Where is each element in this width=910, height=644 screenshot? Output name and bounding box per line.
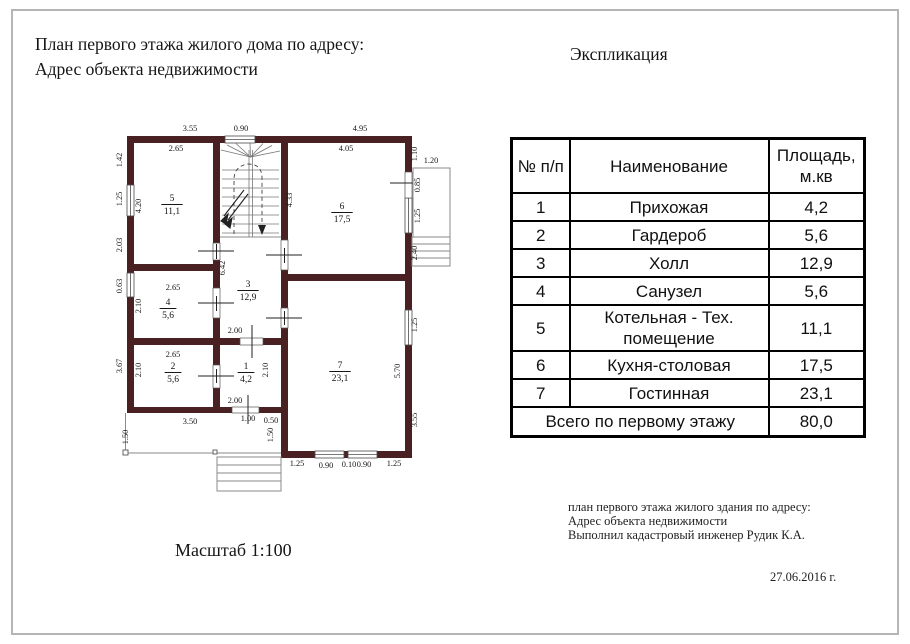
dim-label: 0.85: [413, 177, 422, 193]
dim-label: 1.10: [410, 146, 419, 162]
note-line-1: план первого этажа жилого здания по адресу:: [568, 500, 811, 514]
row-area: 4,2: [769, 193, 865, 221]
dim-label: 2.65: [168, 144, 184, 153]
dim-label: 1.25: [413, 208, 422, 224]
dim-label: 3.55: [410, 412, 419, 428]
title-line-1: План первого этажа жилого дома по адресу:: [35, 34, 365, 54]
dim-label: 4.20: [134, 198, 143, 214]
total-area: 80,0: [769, 407, 865, 437]
room-number: 6: [339, 202, 345, 212]
row-name: Санузел: [570, 277, 769, 305]
dim-label: 1.25: [115, 191, 124, 207]
dim-label: 2.40: [410, 245, 419, 261]
row-name: Гардероб: [570, 221, 769, 249]
dim-label: 1.25: [386, 459, 402, 468]
row-area: 5,6: [769, 277, 865, 305]
room-number: 5: [169, 194, 175, 204]
room-area: 12,9: [239, 293, 257, 303]
dim-label: 2.65: [165, 350, 181, 359]
column-header-num: № п/п: [512, 139, 570, 194]
dim-label: 2.03: [115, 237, 124, 253]
row-name: Котельная - Тех. помещение: [570, 305, 769, 351]
down-arrow: [258, 225, 266, 235]
row-num: 5: [512, 305, 570, 351]
room-number: 4: [165, 298, 171, 308]
dim-label: 2.00: [227, 326, 243, 335]
room-area: 11,1: [163, 207, 181, 217]
stair-winders: [221, 144, 280, 158]
room-area: 17,5: [333, 215, 351, 225]
total-row: [512, 407, 865, 437]
row-num: 3: [512, 249, 570, 277]
room-area: 4,2: [240, 375, 252, 385]
note-line-2: Адрес объекта недвижимости: [568, 513, 728, 528]
dim-label: 1.25: [289, 459, 305, 468]
dim-label: 6.42: [218, 260, 227, 276]
scale-label: Масштаб 1:100: [175, 540, 292, 560]
dim-label: 1.50: [121, 429, 130, 445]
dim-label: 3.50: [182, 417, 198, 426]
staircase: [220, 144, 281, 238]
dim-label: 1.20: [423, 156, 439, 165]
room-labels: [160, 194, 353, 385]
table-row: [512, 193, 865, 221]
table-row: [512, 221, 865, 249]
row-name: Гостинная: [570, 379, 769, 407]
dim-label: 2.10: [261, 362, 270, 378]
room-number: 2: [170, 362, 176, 372]
column-header-area: Площадь, м.кв: [769, 139, 865, 194]
dim-label: 4.05: [338, 144, 354, 153]
dim-label: 1.50: [266, 427, 275, 443]
dim-label: 4.95: [352, 124, 368, 133]
row-area: 17,5: [769, 351, 865, 379]
row-num: 2: [512, 221, 570, 249]
row-area: 5,6: [769, 221, 865, 249]
walls: [127, 136, 412, 458]
dim-label: 1.25: [410, 317, 419, 333]
dim-label: 1.00: [240, 414, 256, 423]
dim-label: 1.42: [115, 152, 124, 168]
dim-label: 2.10: [134, 298, 143, 314]
dim-label: 3.55: [182, 124, 198, 133]
room-area: 23,1: [331, 374, 349, 384]
total-label: Всего по первому этажу: [512, 407, 769, 437]
table-row: [512, 379, 865, 407]
dim-label: 0.63: [115, 278, 124, 294]
dim-label: 0.90: [318, 461, 334, 470]
dim-label: 5.70: [393, 363, 402, 379]
row-num: 1: [512, 193, 570, 221]
room-number: 3: [245, 280, 251, 290]
page-title: [35, 32, 364, 82]
dim-label: 0.90: [356, 460, 372, 469]
dim-label: 4.33: [285, 192, 294, 208]
room-number: 1: [243, 362, 249, 372]
row-area: 11,1: [769, 305, 865, 351]
header-row: [512, 139, 865, 194]
stair-break-line: [221, 190, 248, 228]
room-area: 5,6: [167, 375, 179, 385]
table-row: [512, 249, 865, 277]
dim-label: 0.90: [233, 124, 249, 133]
row-name: Кухня-столовая: [570, 351, 769, 379]
column-header-name: Наименование: [570, 139, 769, 194]
dim-label: 2.65: [165, 283, 181, 292]
terrace: [123, 413, 281, 491]
explication-heading: Экспликация: [570, 44, 668, 64]
date: 27.06.2016 г.: [770, 570, 837, 584]
row-area: 23,1: [769, 379, 865, 407]
table-row: [512, 277, 865, 305]
row-area: 12,9: [769, 249, 865, 277]
room-number: 7: [337, 361, 343, 371]
table-row: [512, 305, 865, 351]
explication-table: [510, 137, 866, 438]
row-num: 7: [512, 379, 570, 407]
row-num: 4: [512, 277, 570, 305]
terrace-steps: [217, 457, 281, 491]
note-line-3: Выполнил кадастровый инженер Рудик К.А.: [568, 527, 805, 542]
row-name: Прихожая: [570, 193, 769, 221]
row-num: 6: [512, 351, 570, 379]
row-name: Холл: [570, 249, 769, 277]
dim-label: 2.10: [134, 362, 143, 378]
dim-label: 0.10: [341, 460, 357, 469]
room-area: 5,6: [162, 311, 174, 321]
title-line-2: Адрес объекта недвижимости: [35, 59, 258, 79]
floor-plan: [95, 105, 495, 510]
dim-label: 0.50: [263, 416, 279, 425]
dim-label: 2.00: [227, 396, 243, 405]
dimension-labels: [115, 124, 438, 470]
table-row: [512, 351, 865, 379]
notes-block: [568, 501, 811, 542]
dim-label: 3.67: [115, 358, 124, 374]
explication-rows: [512, 193, 865, 407]
